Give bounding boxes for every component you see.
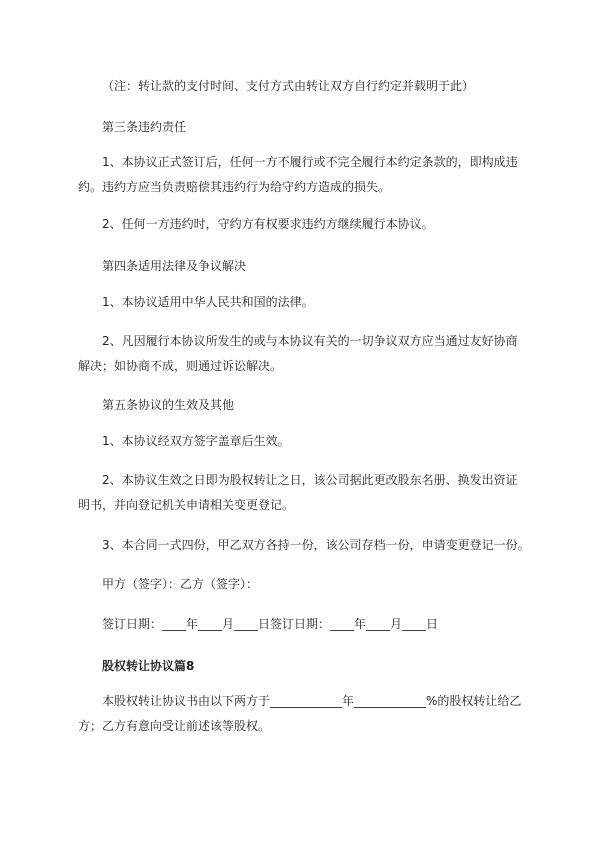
section8-title: 股权转让协议篇8 [102,659,195,673]
signature-line: 甲方（签字）：乙方（签字）： [102,577,259,591]
article5-clause2: 2、本协议生效之日即为股权转让之日，该公司据此更改股东名册、换发出资证明书，并向登记机关申请相关变更登记。 [78,473,518,512]
article4-title: 第四条适用法律及争议解决 [102,259,247,273]
article5-clause3: 3、本合同一式四份，甲乙双方各持一份，该公司存档一份，申请变更登记一份。 [102,538,530,552]
article5-clause1: 1、本协议经双方签字盖章后生效。 [102,434,290,448]
article3-title: 第三条违约责任 [102,120,187,134]
payment-note: （注：转让款的支付时间、支付方式由转让双方自行约定并载明于此） [102,79,475,93]
article3-clause1: 1、本协议正式签订后，任何一方不履行或不完全履行本约定条款的，即构成违约。违约方应当负责赔偿其违约行为给守约方造成的损失。 [78,155,518,194]
section8-intro: 本股权转让协议书由以下两方于____________年____________%的股权转让给乙方；乙方有意向受让前述该等股权。 [78,694,522,733]
article5-title: 第五条协议的生效及其他 [102,398,235,412]
article4-clause2: 2、凡因履行本协议所发生的或与本协议有关的一切争议双方应当通过友好协商解决；如协商不成，则通过诉讼解决。 [78,334,518,373]
article4-clause1: 1、本协议适用中华人民共和国的法律。 [102,295,314,309]
sign-date-line: 签订日期：____年____月____日签订日期：____年____月____日 [102,617,439,631]
article3-clause2: 2、任何一方违约时，守约方有权要求违约方继续履行本协议。 [102,217,434,231]
